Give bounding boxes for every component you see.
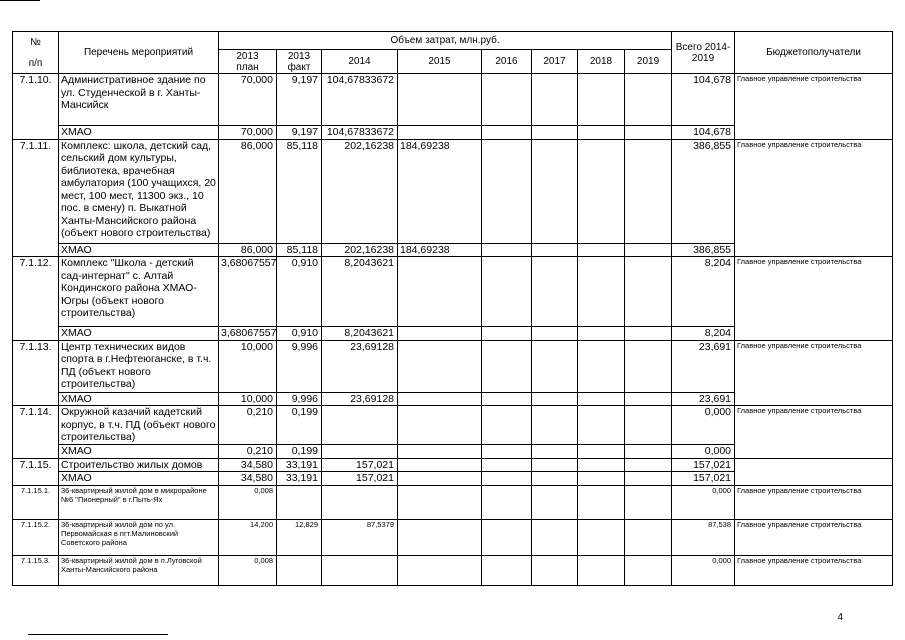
region-name: ХМАО [59, 472, 219, 486]
value-2015 [398, 126, 482, 140]
value-total: 104,678 [672, 74, 735, 126]
value-2013-plan: 14,200 [219, 519, 277, 555]
row-number: 7.1.15.1. [13, 485, 59, 519]
value-empty [578, 485, 625, 519]
value-empty [578, 243, 625, 257]
value-2013-fact: 9,197 [277, 74, 322, 126]
value-2013-fact: 33,191 [277, 472, 322, 486]
value-2013-plan: 86,000 [219, 139, 277, 243]
value-empty [482, 257, 532, 327]
value-2014: 8,2043621 [322, 327, 398, 341]
recipient: Главное управление строительства [735, 485, 893, 519]
col-no-label: № [30, 36, 41, 48]
col-no-sub: п/п [28, 57, 43, 69]
table-row [13, 555, 893, 585]
value-empty [482, 485, 532, 519]
value-empty [532, 243, 578, 257]
value-2013-plan: 3,68067557 [219, 327, 277, 341]
value-empty [482, 406, 532, 445]
value-2013-fact: 9,996 [277, 340, 322, 392]
col-no [13, 32, 59, 74]
value-empty [482, 555, 532, 585]
value-empty [532, 392, 578, 406]
row-number: 7.1.10. [13, 74, 59, 140]
col-2015: 2015 [398, 50, 482, 74]
value-empty [398, 555, 482, 585]
activity-name: Строительство жилых домов [59, 458, 219, 472]
value-2013-plan: 0,210 [219, 406, 277, 445]
value-empty [625, 139, 672, 243]
recipient [735, 458, 893, 485]
recipient: Главное управление строительства [735, 519, 893, 555]
value-empty [578, 392, 625, 406]
value-2013-plan: 10,000 [219, 340, 277, 392]
value-2013-plan: 3,68067557 [219, 257, 277, 327]
value-empty [625, 340, 672, 392]
value-empty [482, 126, 532, 140]
value-2013-plan: 70,000 [219, 126, 277, 140]
value-2015 [398, 74, 482, 126]
value-empty [532, 458, 578, 472]
row-number: 7.1.15.2. [13, 519, 59, 555]
value-total: 0,000 [672, 555, 735, 585]
value-total: 0,000 [672, 485, 735, 519]
value-empty [625, 555, 672, 585]
activity-name: Комплекс: школа, детский сад, сельский дом культуры, библиотека, врачебная амбулатория (100 учащихся, 20 мест, 100 мест, 11300 экз., 10 пос. в смену) п. Выкатной Ханты-Мансийского района (объект нового строительства) [59, 139, 219, 243]
value-empty [625, 406, 672, 445]
value-empty [578, 139, 625, 243]
table-row [13, 139, 893, 243]
region-name: ХМАО [59, 126, 219, 140]
value-2014: 23,69128 [322, 340, 398, 392]
value-2015 [398, 472, 482, 486]
recipient: Главное управление строительства [735, 555, 893, 585]
value-empty [625, 458, 672, 472]
activity-name: Комплекс "Школа - детский сад-интернат" с. Алтай Кондинского района ХМАО-Югры (объект нового строительства) [59, 257, 219, 327]
value-empty [532, 472, 578, 486]
value-empty [578, 340, 625, 392]
value-2015 [398, 445, 482, 459]
col-2013-plan: 2013 план [219, 50, 277, 74]
value-empty [578, 472, 625, 486]
value-2014: 8,2043621 [322, 257, 398, 327]
value-2014: 23,69128 [322, 392, 398, 406]
value-2015 [398, 392, 482, 406]
value-empty [398, 485, 482, 519]
value-2013-plan: 0,008 [219, 555, 277, 585]
col-2019: 2019 [625, 50, 672, 74]
value-empty [625, 519, 672, 555]
col-total: Всего 2014-2019 [672, 32, 735, 74]
col-2013-fact: 2013 факт [277, 50, 322, 74]
value-2013-fact: 0,199 [277, 445, 322, 459]
value-2015 [398, 340, 482, 392]
value-2013-fact [277, 485, 322, 519]
value-total: 386,855 [672, 243, 735, 257]
value-2013-fact: 0,910 [277, 327, 322, 341]
value-empty [532, 327, 578, 341]
col-2016: 2016 [482, 50, 532, 74]
value-2014: 202,16238 [322, 139, 398, 243]
value-2015 [398, 458, 482, 472]
row-number: 7.1.11. [13, 139, 59, 257]
value-2013-fact: 9,996 [277, 392, 322, 406]
value-2013-fact: 85,118 [277, 139, 322, 243]
activity-name: 36-квартирный жилой дом по ул. Первомайская в пгт.Малиновский Советского района [59, 519, 219, 555]
value-empty [532, 257, 578, 327]
row-number: 7.1.15.3. [13, 555, 59, 585]
region-name: ХМАО [59, 243, 219, 257]
row-number: 7.1.13. [13, 340, 59, 406]
value-empty [532, 74, 578, 126]
value-2013-fact: 0,910 [277, 257, 322, 327]
value-empty [482, 472, 532, 486]
value-empty [625, 126, 672, 140]
value-empty [532, 340, 578, 392]
value-2014 [322, 555, 398, 585]
value-empty [578, 458, 625, 472]
value-2013-plan: 10,000 [219, 392, 277, 406]
table-row [13, 458, 893, 472]
value-empty [532, 445, 578, 459]
value-2014: 87,5379 [322, 519, 398, 555]
value-empty [578, 519, 625, 555]
value-empty [532, 139, 578, 243]
value-empty [482, 392, 532, 406]
value-total: 87,538 [672, 519, 735, 555]
value-empty [482, 74, 532, 126]
col-2014: 2014 [322, 50, 398, 74]
col-2017: 2017 [532, 50, 578, 74]
col-recipient: Бюджетополучатели [735, 32, 893, 74]
value-empty [482, 519, 532, 555]
value-total: 0,000 [672, 445, 735, 459]
value-2015 [398, 327, 482, 341]
value-total: 23,691 [672, 340, 735, 392]
value-empty [482, 458, 532, 472]
value-empty [625, 472, 672, 486]
top-rule [0, 0, 40, 1]
activity-name: Окружной казачий кадетский корпус, в т.ч. ПД (объект нового строительства) [59, 406, 219, 445]
value-empty [482, 445, 532, 459]
value-empty [578, 257, 625, 327]
table-body [13, 74, 893, 586]
recipient: Главное управление строительства [735, 74, 893, 140]
table-row [13, 406, 893, 445]
value-2013-plan: 86,000 [219, 243, 277, 257]
recipient: Главное управление строительства [735, 406, 893, 459]
recipient: Главное управление строительства [735, 340, 893, 406]
value-empty [625, 243, 672, 257]
value-empty [482, 327, 532, 341]
value-empty [482, 243, 532, 257]
value-2013-plan: 34,580 [219, 458, 277, 472]
table-row [13, 485, 893, 519]
value-2015 [398, 257, 482, 327]
value-2014 [322, 485, 398, 519]
expenditure-table [12, 31, 893, 586]
value-empty [482, 340, 532, 392]
value-2013-plan: 0,008 [219, 485, 277, 519]
value-2015: 184,69238 [398, 139, 482, 243]
table-row [13, 74, 893, 126]
value-empty [578, 555, 625, 585]
value-empty [625, 327, 672, 341]
value-total: 157,021 [672, 472, 735, 486]
activity-name: 36-квартирный жилой дом в п.Луговской Ханты-Мансийского района [59, 555, 219, 585]
table-row [13, 257, 893, 327]
table-row [13, 519, 893, 555]
region-name: ХМАО [59, 392, 219, 406]
row-number: 7.1.12. [13, 257, 59, 341]
value-empty [532, 519, 578, 555]
value-2013-fact: 9,197 [277, 126, 322, 140]
table-row [13, 340, 893, 392]
value-empty [578, 327, 625, 341]
value-empty [625, 74, 672, 126]
value-empty [482, 139, 532, 243]
row-number: 7.1.14. [13, 406, 59, 459]
activity-name: Центр технических видов спорта в г.Нефтеюганске, в т.ч. ПД (объект нового строительства) [59, 340, 219, 392]
region-name: ХМАО [59, 327, 219, 341]
value-total: 8,204 [672, 327, 735, 341]
col-2018: 2018 [578, 50, 625, 74]
page-number: 4 [837, 612, 843, 623]
value-empty [625, 257, 672, 327]
value-empty [532, 126, 578, 140]
recipient: Главное управление строительства [735, 139, 893, 257]
value-total: 157,021 [672, 458, 735, 472]
value-2013-plan: 0,210 [219, 445, 277, 459]
value-2014: 104,67833672 [322, 74, 398, 126]
recipient: Главное управление строительства [735, 257, 893, 341]
value-empty [625, 392, 672, 406]
value-total: 386,855 [672, 139, 735, 243]
value-empty [532, 406, 578, 445]
value-total: 8,204 [672, 257, 735, 327]
value-2013-fact: 33,191 [277, 458, 322, 472]
value-empty [578, 445, 625, 459]
value-empty [398, 519, 482, 555]
bottom-rule [28, 634, 168, 635]
value-2013-plan: 70,000 [219, 74, 277, 126]
value-2013-fact [277, 555, 322, 585]
value-2014 [322, 406, 398, 445]
col-activities: Перечень мероприятий [59, 32, 219, 74]
value-empty [625, 445, 672, 459]
value-empty [532, 555, 578, 585]
activity-name: 36-квартирный жилой дом в микрорайоне №6 "Пионерный" в г.Пыть-Ях [59, 485, 219, 519]
value-total: 23,691 [672, 392, 735, 406]
value-2015 [398, 406, 482, 445]
value-2015: 184,69238 [398, 243, 482, 257]
value-2013-fact: 0,199 [277, 406, 322, 445]
value-2013-fact: 85,118 [277, 243, 322, 257]
value-2014 [322, 445, 398, 459]
value-2014: 157,021 [322, 458, 398, 472]
value-2014: 104,67833672 [322, 126, 398, 140]
value-empty [625, 485, 672, 519]
value-2013-fact: 12,829 [277, 519, 322, 555]
value-2014: 157,021 [322, 472, 398, 486]
col-cost: Объем затрат, млн.руб. [219, 32, 672, 50]
value-total: 0,000 [672, 406, 735, 445]
value-empty [532, 485, 578, 519]
value-2014: 202,16238 [322, 243, 398, 257]
value-empty [578, 406, 625, 445]
region-name: ХМАО [59, 445, 219, 459]
row-number: 7.1.15. [13, 458, 59, 485]
value-empty [578, 74, 625, 126]
value-2013-plan: 34,580 [219, 472, 277, 486]
value-empty [578, 126, 625, 140]
value-total: 104,678 [672, 126, 735, 140]
activity-name: Административное здание по ул. Студенческой в г. Ханты-Мансийск [59, 74, 219, 126]
